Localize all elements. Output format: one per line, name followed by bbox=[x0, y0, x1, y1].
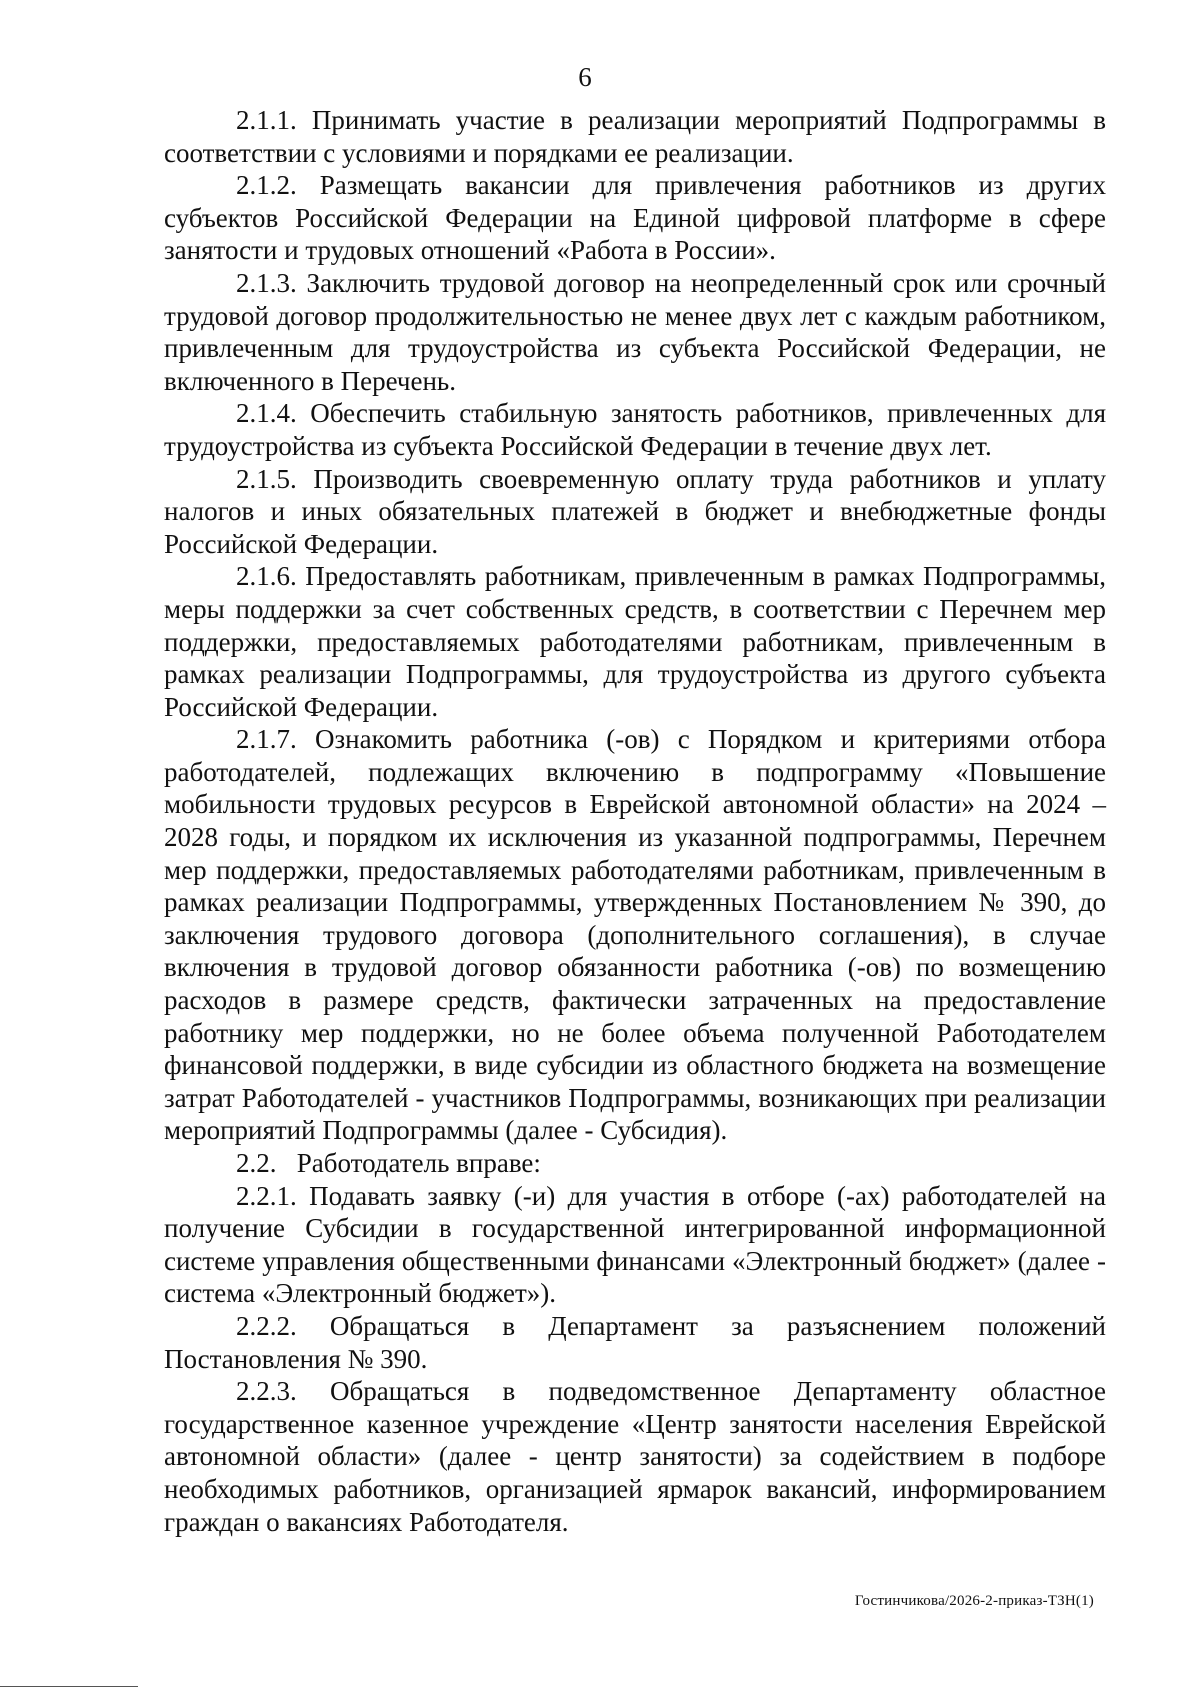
clause-2-1-3: 2.1.3. Заключить трудовой договор на неопределенный срок или срочный трудовой договор продолжительностью не менее двух лет с каждым работником, привлеченным для трудоустройства из субъекта Российской Федерации, не включенного в Перечень. bbox=[164, 267, 1106, 396]
document-body bbox=[164, 104, 1106, 1538]
clause-2-1-7: 2.1.7. Ознакомить работника (-ов) с Порядком и критериями отбора работодателей, подлежащих включению в подпрограмму «Повышение мобильности трудовых ресурсов в Еврейской автономной области» на 2024 – 2028 годы, и порядком их исключения из указанной подпрограммы, Перечнем мер поддержки, предоставляемых работодателями работникам, привлеченным в рамках реализации Подпрограммы, утвержденных Постановлением № 390, до заключения трудового договора (дополнительного соглашения), в случае включения в трудовой договор обязанности работника (-ов) по возмещению расходов в размере средств, фактически затраченных на предоставление работнику мер поддержки, но не более объема полученной Работодателем финансовой поддержки, в виде субсидии из областного бюджета на возмещение затрат Работодателей - участников Подпрограммы, возникающих при реализации мероприятий Подпрограммы (далее - Субсидия). bbox=[164, 724, 1106, 1146]
clause-2-2-3: 2.2.3. Обращаться в подведомственное Департаменту областное государственное казенное учреждение «Центр занятости населения Еврейской автономной области» (далее - центр занятости) за содействием в подборе необходимых работников, организацией ярмарок вакансий, информированием граждан о вакансиях Работодателя. bbox=[164, 1376, 1106, 1537]
clause-2-2: 2.2. Работодатель вправе: bbox=[236, 1148, 541, 1178]
clause-2-2-2: 2.2.2. Обращаться в Департамент за разъяснением положений Постановления № 390. bbox=[164, 1310, 1106, 1374]
clause-2-1-1: 2.1.1. Принимать участие в реализации мероприятий Подпрограммы в соответствии с условиями и порядками ее реализации. bbox=[164, 105, 1106, 168]
page-number: 6 bbox=[578, 62, 592, 92]
clause-2-1-4: 2.1.4. Обеспечить стабильную занятость работников, привлеченных для трудоустройства из субъекта Российской Федерации в течение двух лет. bbox=[164, 398, 1106, 461]
document-footer-reference: Гостинчикова/2026-2-приказ-ТЗН(1) bbox=[854, 1593, 1094, 1609]
clause-2-1-6: 2.1.6. Предоставлять работникам, привлеченным в рамках Подпрограммы, меры поддержки за счет собственных средств, в соответствии с Перечнем мер поддержки, предоставляемых работодателями работникам, привлеченным в рамках реализации Подпрограммы, для трудоустройства из другого субъекта Российской Федерации. bbox=[164, 561, 1106, 722]
margin-rule bbox=[0, 1686, 138, 1687]
clause-2-1-5: 2.1.5. Производить своевременную оплату труда работников и уплату налогов и иных обязательных платежей в бюджет и внебюджетные фонды Российской Федерации. bbox=[164, 463, 1106, 559]
clause-2-1-2: 2.1.2. Размещать вакансии для привлечения работников из других субъектов Российской Федерации на Единой цифровой платформе в сфере занятости и трудовых отношений «Работа в России». bbox=[164, 170, 1106, 266]
clause-2-2-1: 2.2.1. Подавать заявку (-и) для участия в отборе (-ах) работодателей на получение Субсидии в государственной интегрированной информационной системе управления общественными финансами «Электронный бюджет» (далее - система «Электронный бюджет»). bbox=[164, 1180, 1106, 1309]
